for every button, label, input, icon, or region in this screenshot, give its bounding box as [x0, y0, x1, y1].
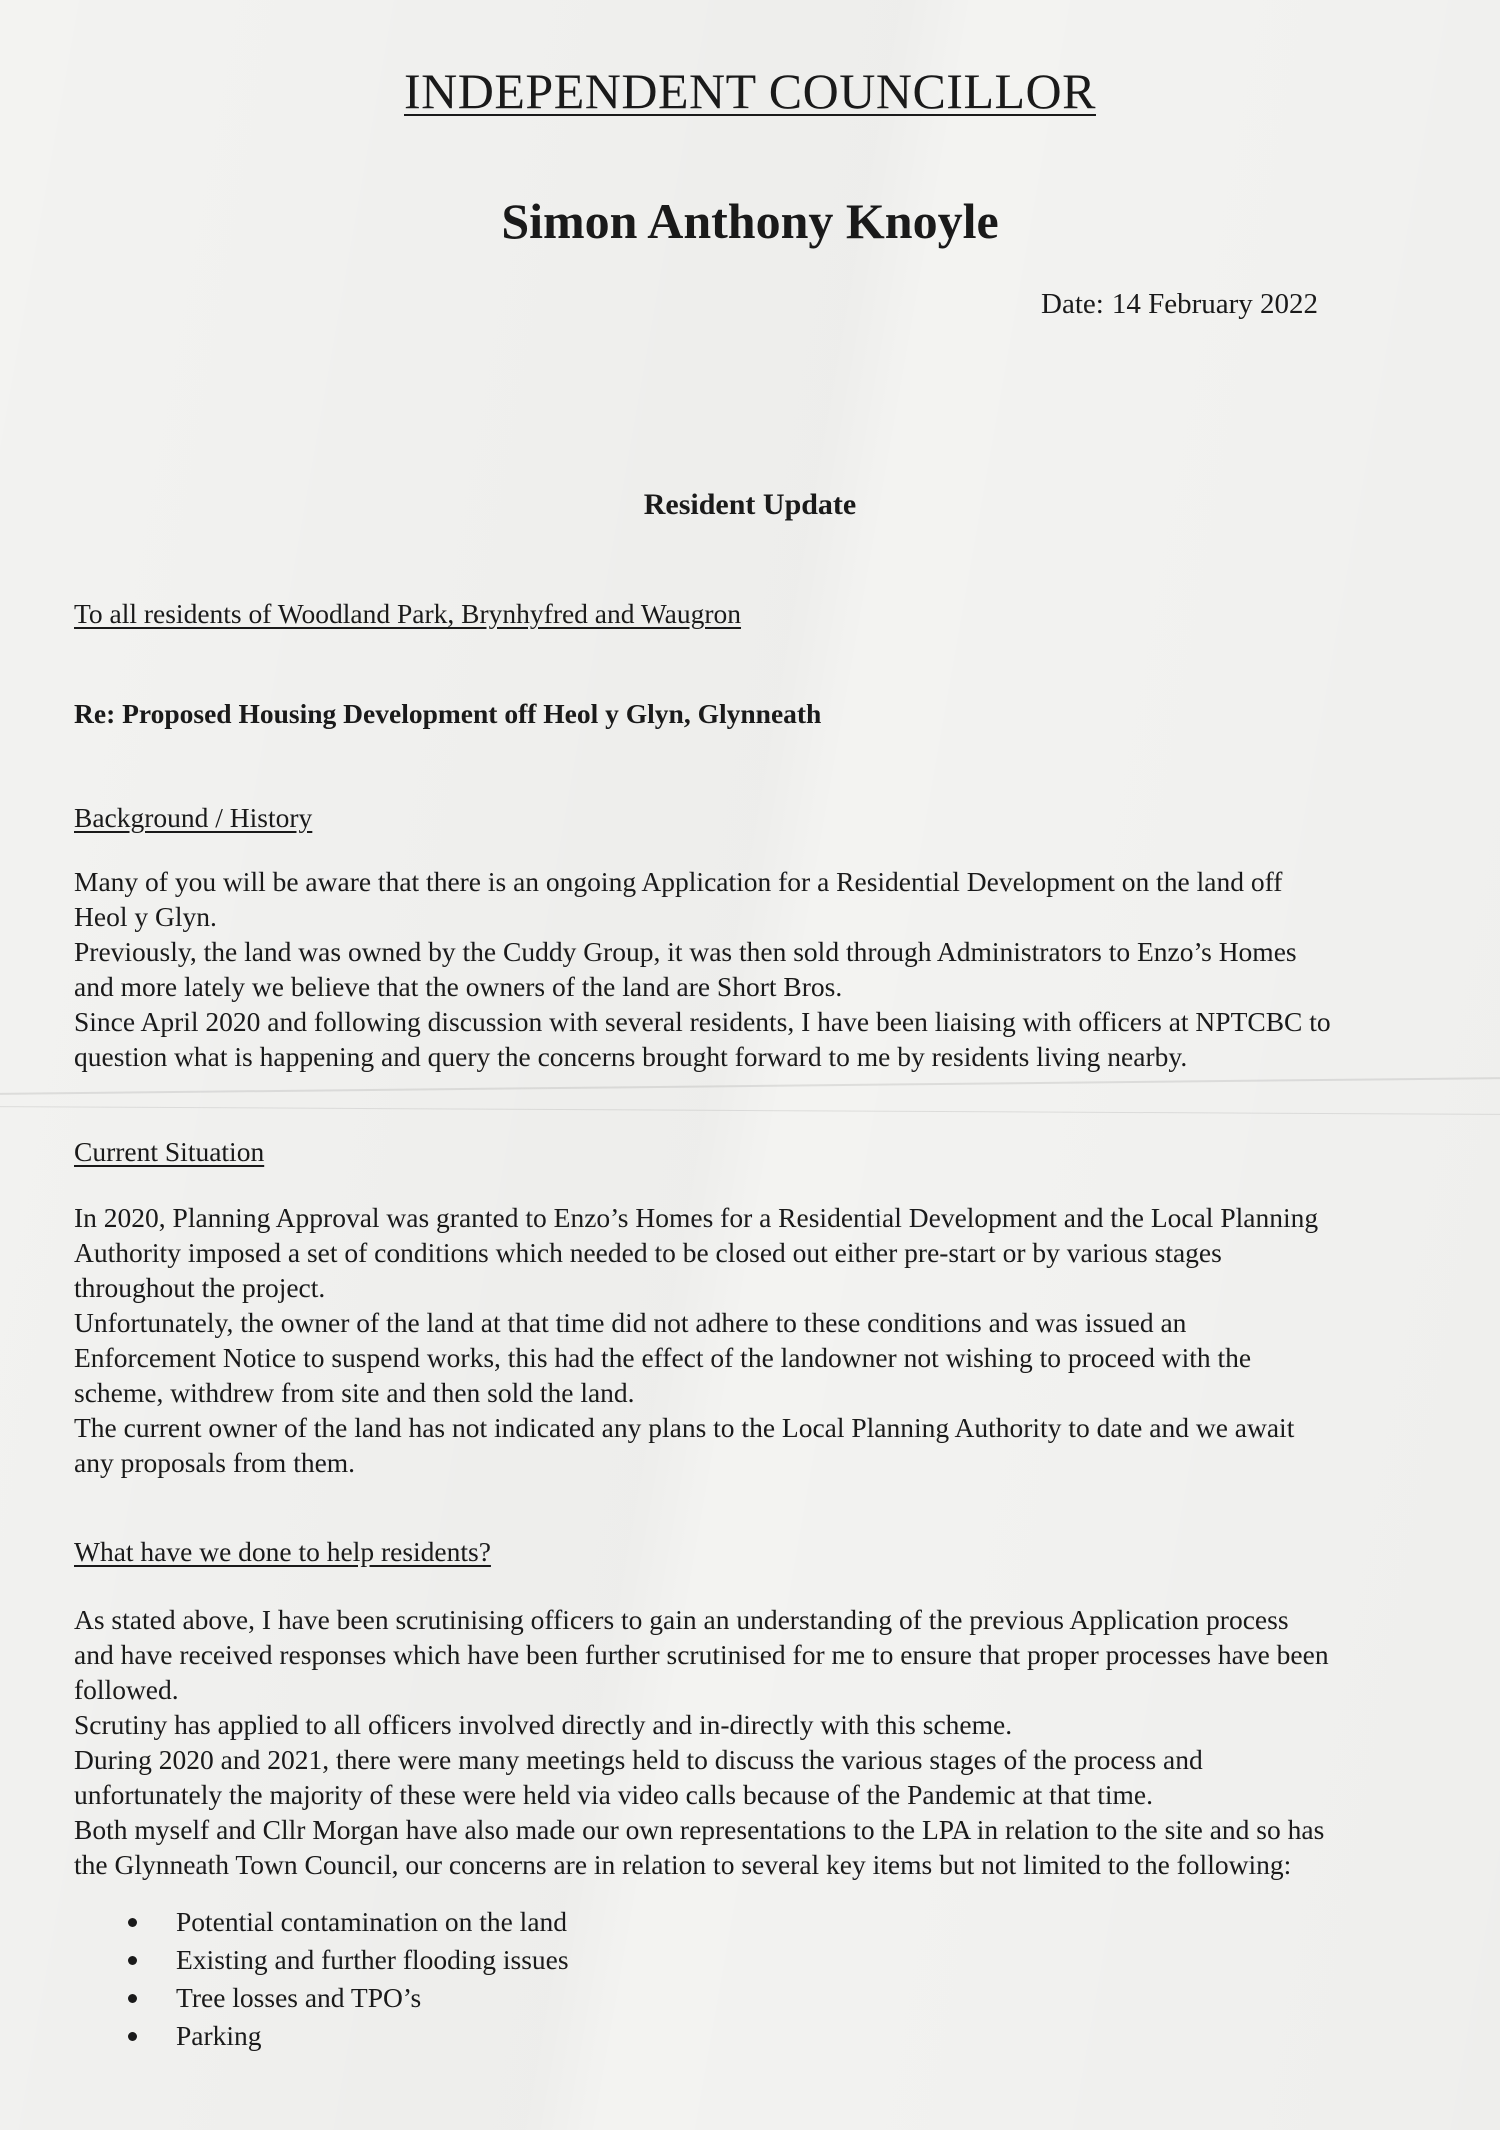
section-body-current: [74, 1200, 1434, 1480]
body-line: throughout the project.: [74, 1272, 326, 1303]
body-line: question what is happening and query the concerns brought forward to me by residents living nearby.: [74, 1041, 1188, 1072]
subject-line: Re: Proposed Housing Development off Heol y Glyn, Glynneath: [74, 698, 822, 729]
paper-fold-line: [0, 1106, 1500, 1115]
body-line: As stated above, I have been scrutinising officers to gain an understanding of the previous Application process: [74, 1604, 1289, 1635]
paper-fold-line: [0, 1077, 1500, 1095]
list-item: Tree losses and TPO’s: [128, 1979, 569, 2017]
letter-date: [1033, 288, 1318, 321]
list-item: Parking: [128, 2017, 569, 2055]
body-line: During 2020 and 2021, there were many meetings held to discuss the various stages of the process and: [74, 1744, 1203, 1775]
councillor-name: Simon Anthony Knoyle: [501, 193, 999, 249]
body-line: Heol y Glyn.: [74, 901, 217, 932]
body-line: Since April 2020 and following discussion with several residents, I have been liaising with officers at NPTCBC to: [74, 1006, 1331, 1037]
date-label: Date:: [1041, 288, 1104, 320]
section-body-help: [74, 1602, 1434, 1882]
body-line: Previously, the land was owned by the Cuddy Group, it was then sold through Administrators to Enzo’s Homes: [74, 936, 1297, 967]
body-line: Authority imposed a set of conditions which needed to be closed out either pre-start or by various stages: [74, 1237, 1222, 1268]
body-line: Enforcement Notice to suspend works, this had the effect of the landowner not wishing to proceed with the: [74, 1342, 1252, 1373]
body-line: The current owner of the land has not indicated any plans to the Local Planning Authority to date and we await: [74, 1412, 1295, 1443]
body-line: any proposals from them.: [74, 1447, 356, 1478]
body-line: scheme, withdrew from site and then sold the land.: [74, 1377, 635, 1408]
body-line: the Glynneath Town Council, our concerns are in relation to several key items but not limited to the following:: [74, 1849, 1292, 1880]
addressee-line: To all residents of Woodland Park, Brynhyfred and Waugron: [74, 598, 742, 629]
body-line: Scrutiny has applied to all officers involved directly and in-directly with this scheme.: [74, 1709, 1013, 1740]
date-value: 14 February 2022: [1111, 288, 1318, 320]
section-heading-background: Background / History: [74, 802, 313, 833]
list-item: Potential contamination on the land: [128, 1903, 569, 1941]
section-heading-current: Current Situation: [74, 1136, 265, 1167]
body-line: and more lately we believe that the owners of the land are Short Bros.: [74, 971, 843, 1002]
body-line: In 2020, Planning Approval was granted to Enzo’s Homes for a Residential Development and the Local Planning: [74, 1202, 1319, 1233]
document-title: Resident Update: [643, 488, 857, 521]
list-item: Existing and further flooding issues: [128, 1941, 569, 1979]
body-line: Many of you will be aware that there is an ongoing Application for a Residential Development on the land off: [74, 866, 1283, 897]
section-body-background: [74, 864, 1434, 1074]
body-line: Both myself and Cllr Morgan have also made our own representations to the LPA in relation to the site and so has: [74, 1814, 1325, 1845]
body-line: and have received responses which have been further scrutinised for me to ensure that proper processes have been: [74, 1639, 1329, 1670]
letterhead-title: INDEPENDENT COUNCILLOR: [404, 63, 1096, 119]
body-line: unfortunately the majority of these were held via video calls because of the Pandemic at that time.: [74, 1779, 1153, 1810]
concerns-list: [128, 1903, 569, 2055]
section-heading-help: What have we done to help residents?: [74, 1536, 491, 1567]
body-line: followed.: [74, 1674, 179, 1705]
body-line: Unfortunately, the owner of the land at that time did not adhere to these conditions and was issued an: [74, 1307, 1187, 1338]
